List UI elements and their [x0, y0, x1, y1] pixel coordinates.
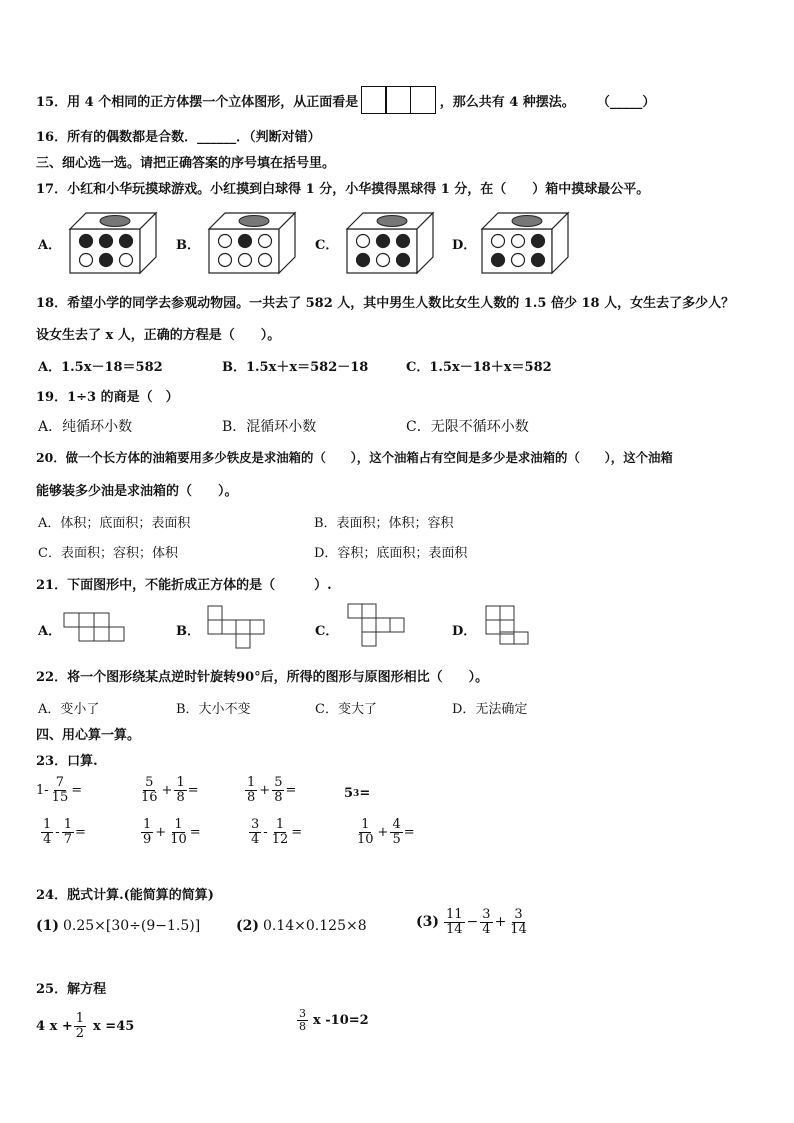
net-a [64, 613, 124, 641]
q18-option-c[interactable]: C．1.5x－18＋x＝582 [406, 360, 552, 375]
question-25-title: 25．解方程 [36, 982, 107, 997]
question-23-title: 23．口算. [36, 754, 98, 769]
q23-2-fraction-b: $\frac{1}{8}$ [176, 775, 185, 805]
q24-part-2 [236, 918, 367, 934]
q19-option-c[interactable]: C．无限不循环小数 [406, 419, 529, 435]
net-d [486, 606, 528, 644]
section-3-heading: 三、细心选一选。请把正确答案的序号填在括号里。 [36, 156, 336, 171]
q25-2-tail: x -10=2 [313, 1012, 369, 1028]
q23-5-equals: = [74, 824, 86, 840]
question-19: 19．1÷3 的商是（ ） [36, 390, 179, 405]
net-c [348, 604, 404, 646]
q23-5-fraction-a: $\frac{1}{4}$ [43, 817, 52, 847]
q24-1-label: (1) [36, 918, 59, 934]
q21-option-c-label[interactable]: C． [315, 624, 339, 639]
q23-item-5 [40, 818, 86, 846]
question-17: 17．小红和小华玩摸球游戏。小红摸到白球得 1 分，小华摸得黑球得 1 分，在（ ）箱中摸球最公平。 [36, 182, 650, 197]
q24-part-1 [36, 918, 200, 934]
question-22: 22．将一个图形绕某点逆时针旋转90°后，所得的图形与原图形相比（ ）。 [36, 670, 489, 685]
question-20-line2: 能够装多少油是求油箱的（ ）。 [36, 484, 238, 499]
q22-option-b[interactable]: B．大小不变 [176, 702, 251, 717]
q23-3-op: + [259, 782, 271, 798]
q23-5-op: - [55, 824, 60, 840]
q23-2-fraction-a: $\frac{5}{16}$ [141, 775, 158, 805]
net-b [208, 606, 264, 648]
q23-1-equals: = [71, 782, 83, 798]
q19-option-a[interactable]: A．纯循环小数 [38, 419, 133, 435]
q20-option-b[interactable]: B．表面积；体积；容积 [314, 516, 454, 531]
q23-6-fraction-b: $\frac{1}{10}$ [170, 817, 187, 847]
q20-option-d[interactable]: D．容积；底面积；表面积 [314, 546, 468, 561]
q19-option-b[interactable]: B．混循环小数 [222, 419, 317, 435]
q23-6-equals: = [189, 824, 201, 840]
q21-option-a-label[interactable]: A． [38, 624, 62, 639]
q23-power-equals: = [359, 786, 371, 801]
q24-part-3 [416, 908, 530, 936]
q23-power-base: 5 [344, 786, 354, 801]
q17-option-a-label[interactable]: A． [38, 238, 62, 253]
q23-6-fraction-a: $\frac{1}{9}$ [143, 817, 152, 847]
q21-option-d-label[interactable]: D． [452, 624, 477, 639]
q23-1-lead: 1- [36, 782, 49, 798]
q24-3-fraction-c: $\frac{3}{14}$ [510, 907, 527, 937]
q25-1-tail: x =45 [93, 1018, 135, 1034]
q21-option-b-label[interactable]: B． [176, 624, 200, 639]
q23-8-fraction-b: $\frac{4}{5}$ [392, 817, 401, 847]
q23-8-op: + [377, 824, 389, 840]
question-21: 21．下面图形中，不能折成正方体的是（ ）. [36, 578, 332, 593]
q25-equation-1 [36, 1012, 134, 1040]
q23-6-op: + [155, 824, 167, 840]
q23-item-8 [354, 818, 415, 846]
q18-option-a[interactable]: A．1.5x－18＝582 [38, 360, 163, 375]
q23-3-fraction-b: $\frac{5}{8}$ [274, 775, 283, 805]
q23-7-op: - [263, 824, 268, 840]
q25-2-fraction: $\frac{3}{8}$ [299, 1007, 306, 1033]
q23-8-fraction-a: $\frac{1}{10}$ [357, 817, 374, 847]
q23-item-2 [138, 776, 199, 804]
q23-2-op: + [161, 782, 173, 798]
q22-option-c[interactable]: C．变大了 [315, 702, 377, 717]
q23-1-fraction: $\frac{7}{15}$ [51, 775, 69, 805]
q23-7-fraction-a: $\frac{3}{4}$ [251, 817, 260, 847]
q15-answer-bracket[interactable]: （_____） [596, 94, 656, 110]
q23-8-equals: = [403, 824, 415, 840]
question-18-line2: 设女生去了 x 人，正确的方程是（ ）。 [36, 328, 281, 343]
question-24-title: 24．脱式计算.(能简算的简算) [36, 888, 214, 903]
q15-prefix: 15．用 4 个相同的正方体摆一个立体图形，从正面看是 [36, 94, 359, 110]
q25-equation-2 [296, 1008, 369, 1032]
q17-option-d-label[interactable]: D． [452, 238, 477, 253]
question-18-line1: 18．希望小学的同学去参观动物园。一共去了 582 人，其中男生人数比女生人数的 1.5 倍少 18 人，女生去了多少人？ [36, 296, 735, 311]
q22-option-d[interactable]: D．无法确定 [452, 702, 528, 717]
q24-2-expression: 0.14×0.125×8 [263, 918, 367, 934]
q24-1-expression: 0.25×[30÷(9−1.5)] [63, 918, 201, 934]
q25-1-fraction: $\frac{1}{2}$ [75, 1011, 85, 1041]
q22-option-a[interactable]: A．变小了 [38, 702, 100, 717]
q23-5-fraction-b: $\frac{1}{7}$ [63, 817, 72, 847]
q24-3-fraction-b: $\frac{3}{4}$ [482, 907, 491, 937]
q24-3-fraction-a: $\frac{11}{14}$ [446, 907, 463, 937]
question-16: 16．所有的偶数都是合数．______．（判断对错） [36, 130, 321, 145]
q24-3-label: (3) [416, 914, 439, 931]
q17-option-c-label[interactable]: C． [315, 238, 339, 253]
q23-item-7 [248, 818, 302, 846]
q25-1-lead: 4 x + [36, 1018, 73, 1034]
q24-3-op2: + [494, 914, 507, 931]
q23-power-exp: 3 [353, 788, 360, 799]
q24-2-label: (2) [236, 918, 259, 934]
q18-option-b[interactable]: B．1.5x＋x＝582－18 [222, 360, 369, 375]
q23-item-6 [140, 818, 201, 846]
q23-7-fraction-b: $\frac{1}{12}$ [271, 817, 289, 847]
question-20-line1: 20．做一个长方体的油箱要用多少铁皮是求油箱的（ ），这个油箱占有空间是多少是求油箱的（ ），这个油箱 [36, 450, 673, 465]
q15-suffix: ，那么共有 4 种摆法。 [439, 94, 575, 110]
q23-3-equals: = [285, 782, 297, 798]
q23-item-4-power [344, 786, 370, 801]
q23-item-3 [244, 776, 296, 804]
section-4-heading: 四、用心算一算。 [36, 728, 141, 743]
q23-7-equals: = [291, 824, 303, 840]
q23-item-1 [36, 776, 82, 804]
q23-2-equals: = [187, 782, 199, 798]
q20-option-c[interactable]: C．表面积；容积；体积 [38, 546, 178, 561]
q23-3-fraction-a: $\frac{1}{8}$ [247, 775, 256, 805]
q20-option-a[interactable]: A．体积；底面积；表面积 [38, 516, 191, 531]
q24-3-op1: − [466, 914, 479, 931]
q17-option-b-label[interactable]: B． [176, 238, 200, 253]
